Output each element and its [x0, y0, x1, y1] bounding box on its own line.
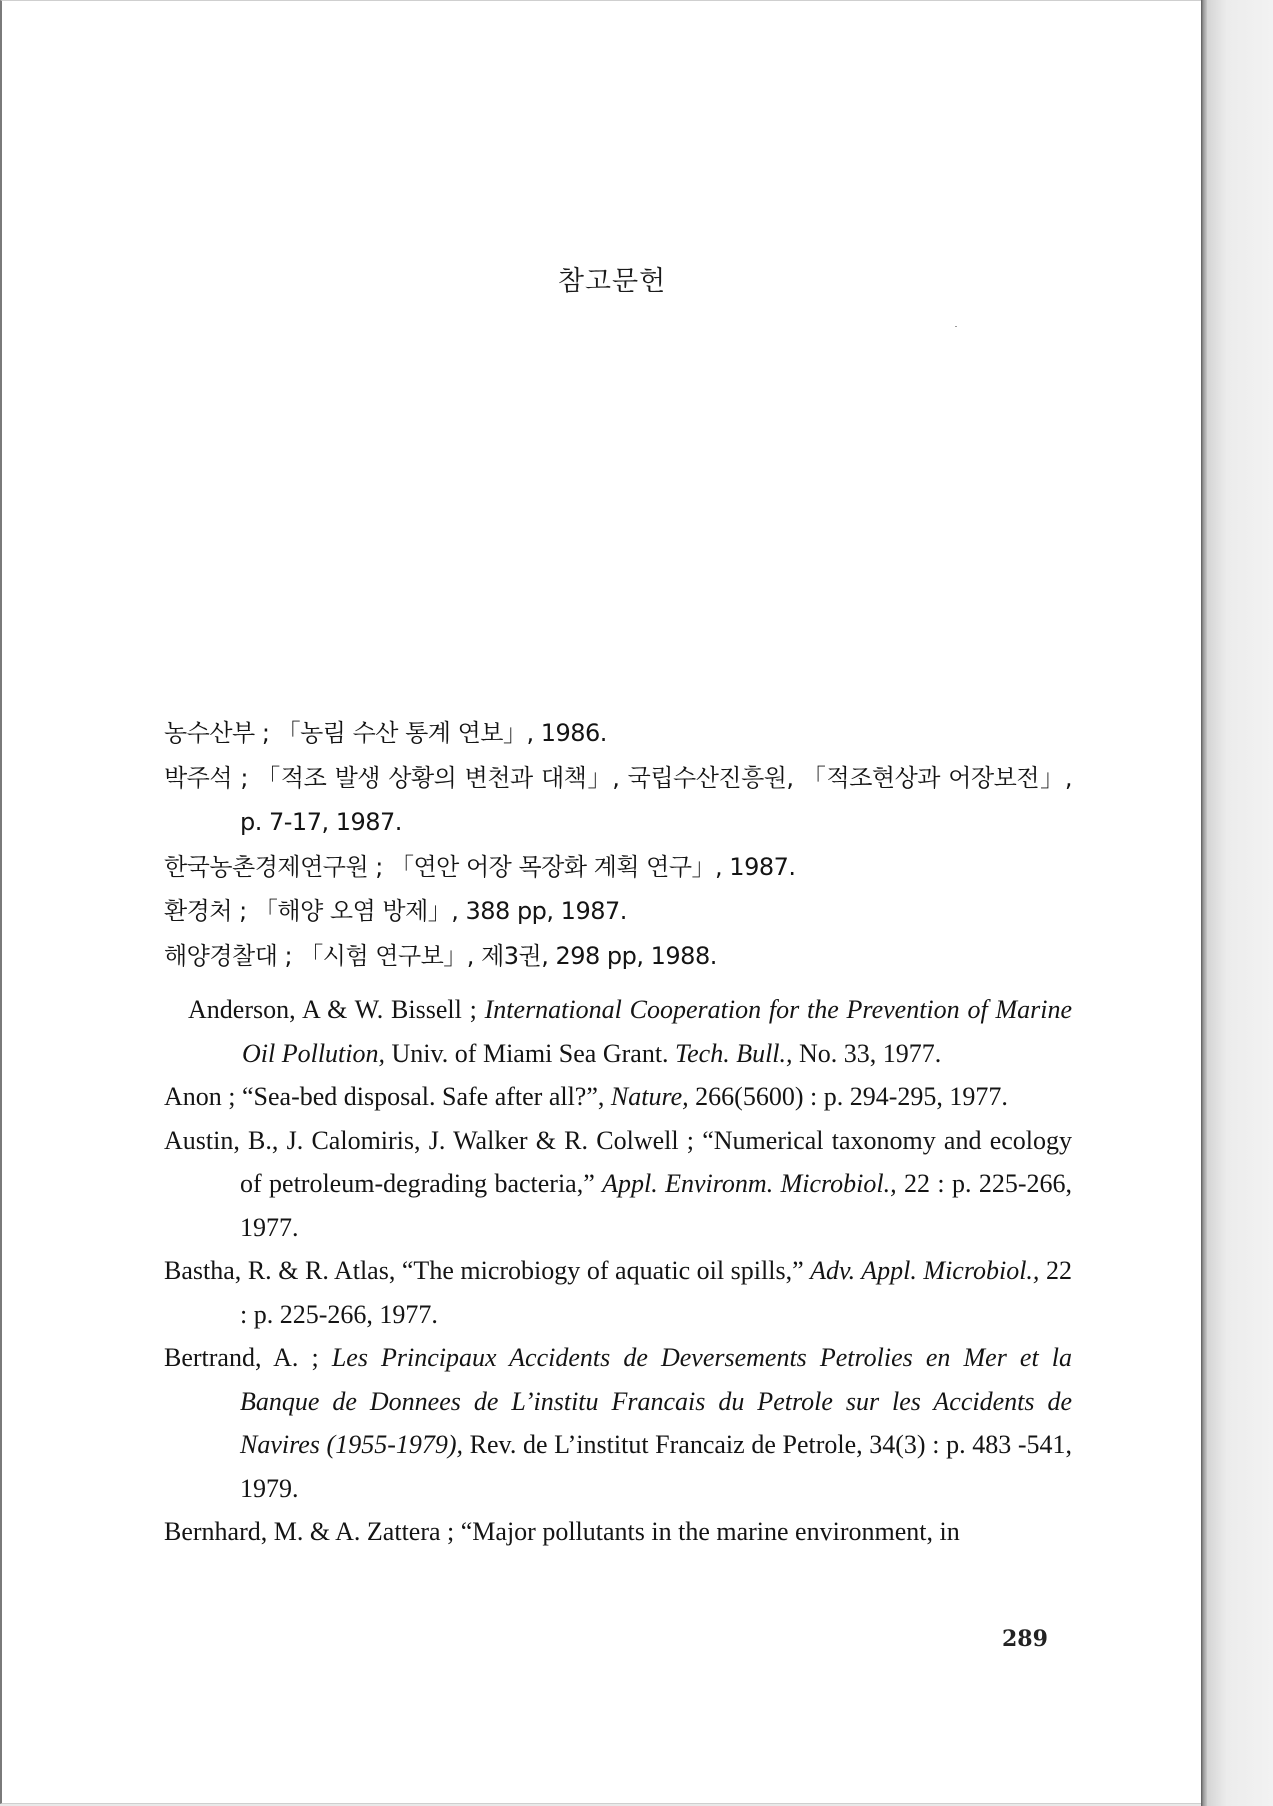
- reference-item: [188, 988, 1072, 1075]
- reference-text: 22 : p. 225-266, 1977.: [240, 1256, 1072, 1329]
- reference-text: 환경처 ; 「해양 오염 방제」, 388 pp, 1987.: [164, 897, 627, 925]
- reference-text: Austin, B., J. Calomiris, J. Walker & R. Colwell ; “Numerical taxonomy and ecology of petroleum-degrading bacteria,”: [164, 1125, 1072, 1198]
- reference-item: [164, 934, 1072, 979]
- reference-text: Rev. de L’institut Francaiz de Petrole, 34(3) : p. 483 -541, 1979.: [240, 1430, 1072, 1503]
- reference-text: 22 : p. 225-266, 1977.: [240, 1169, 1073, 1242]
- reference-italic-text: International Cooperation for the Prevention of Marine Oil Pollution,: [242, 995, 1072, 1068]
- reference-text: Univ. of Miami Sea Grant.: [385, 1038, 676, 1068]
- reference-item: [164, 845, 1072, 890]
- reference-text: 해양경찰대 ; 「시험 연구보」, 제3권, 298 pp, 1988.: [164, 941, 717, 970]
- reference-item: [164, 889, 1072, 934]
- reference-item: [164, 1336, 1072, 1510]
- reference-item: [164, 756, 1072, 845]
- reference-list: [164, 711, 1072, 1554]
- page-number: 289: [1002, 1626, 1048, 1652]
- reference-italic-text: Adv. Appl. Microbiol.,: [810, 1256, 1040, 1285]
- page-title: 참고문헌: [557, 266, 667, 297]
- reference-item: [164, 1510, 1072, 1554]
- reference-text: 한국농촌경제연구원 ; 「연안 어장 목장화 계획 연구」, 1987.: [164, 852, 796, 881]
- reference-text: No. 33, 1977.: [792, 1038, 942, 1068]
- reference-item: [164, 1119, 1072, 1250]
- scan-speck: [955, 326, 957, 327]
- reference-text: Anon ; “Sea-bed disposal. Safe after all?”,: [164, 1082, 611, 1111]
- reference-text: Bernhard, M. & A. Zattera ; “Major pollutants in the marine environment, in: [164, 1517, 960, 1546]
- reference-text: Bastha, R. & R. Atlas, “The microbiogy of aquatic oil spills,”: [164, 1256, 811, 1285]
- reference-item: [164, 1249, 1072, 1336]
- reference-italic-text: Tech. Bull.,: [675, 1038, 793, 1068]
- reference-italic-text: Appl. Environm. Microbiol.,: [602, 1169, 897, 1198]
- reference-text: 농수산부 ; 「농림 수산 통계 연보」, 1986.: [164, 719, 607, 747]
- page-shadow: [1207, 0, 1273, 1806]
- reference-text: Bertrand, A. ;: [164, 1343, 332, 1372]
- reference-item: [164, 1075, 1072, 1119]
- reference-text: 박주석 ; 「적조 발생 상황의 변천과 대책」, 국립수산진흥원, 「적조현상과 어장보전」, p. 7-17, 1987.: [164, 763, 1072, 836]
- reference-text: Anderson, A & W. Bissell ;: [188, 995, 485, 1024]
- reference-italic-text: Les Principaux Accidents de Deversements Petrolies en Mer et la Banque de Donnees de L’institu Francais du Petrole sur les Accidents de Navires (1955-1979),: [240, 1343, 1072, 1459]
- reference-text: 266(5600) : p. 294-295, 1977.: [688, 1082, 1008, 1111]
- reference-item: [164, 711, 1072, 756]
- reference-italic-text: Nature,: [610, 1082, 689, 1111]
